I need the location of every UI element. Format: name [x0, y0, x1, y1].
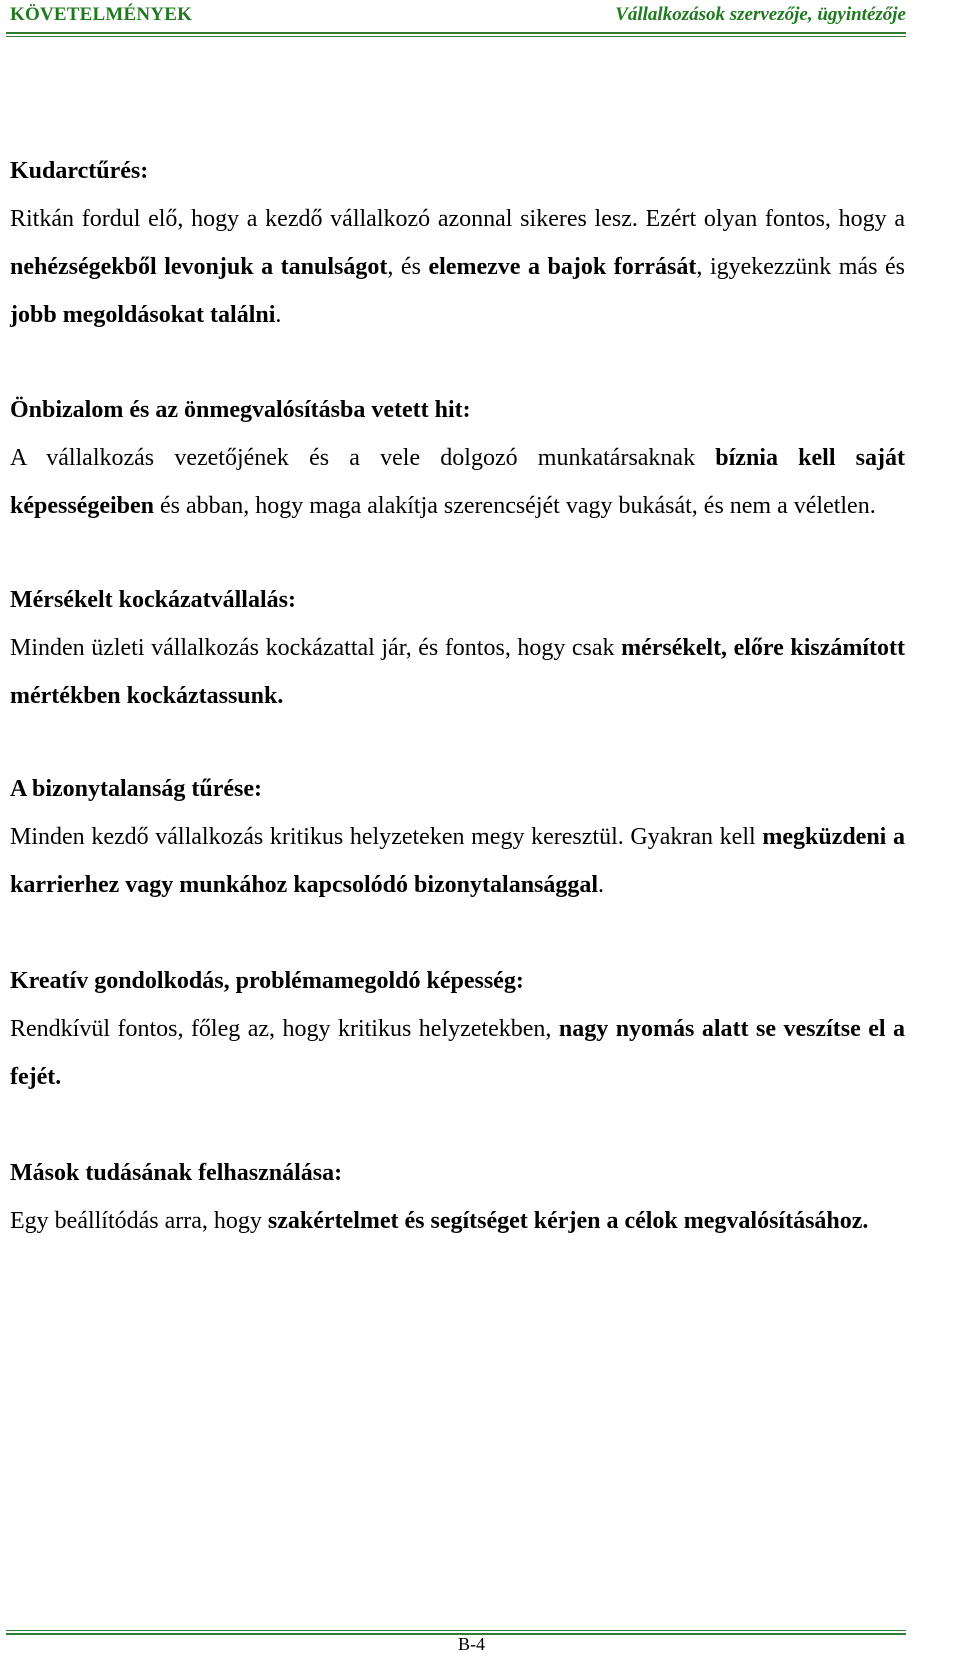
section-body: [10, 434, 905, 530]
emphasized-text: bíznia kell saját képességeiben: [10, 445, 905, 519]
section-kockazatvallalas: [10, 576, 905, 720]
section-kudarcturés: [10, 147, 905, 339]
body-text: , és: [387, 254, 429, 280]
body-text: Rendkívül fontos, főleg az, hogy kritikus helyzetekben,: [10, 1016, 559, 1042]
section-title: Kreatív gondolkodás, problémamegoldó képesség:: [10, 968, 524, 994]
section-onbizalom: [10, 386, 905, 530]
section-body: [10, 1005, 905, 1101]
section-body: [10, 1197, 905, 1245]
section-title: Önbizalom és az önmegvalósításba vetett hit:: [10, 397, 471, 423]
section-kreativ-gondolkodas: [10, 957, 905, 1101]
section-title: Mérsékelt kockázatvállalás:: [10, 587, 296, 613]
section-title: Mások tudásának felhasználása:: [10, 1160, 343, 1186]
emphasized-text: jobb megoldásokat találni: [10, 302, 276, 328]
body-text: és abban, hogy maga alakítja szerencséjét vagy bukását, és nem a véletlen.: [154, 493, 876, 519]
header-divider-thin: [6, 36, 906, 37]
header-chapter-title: KÖVETELMÉNYEK: [10, 4, 193, 25]
body-text: Egy beállítódás arra, hogy: [10, 1208, 268, 1234]
footer-divider-thin: [6, 1630, 906, 1631]
body-text: , igyekezzünk más és: [696, 254, 905, 280]
section-bizonytalansag-turese: [10, 765, 905, 909]
emphasized-text: nehézségekből levonjuk a tanulságot: [10, 254, 388, 280]
page-content: [10, 147, 905, 1245]
section-body: [10, 624, 905, 720]
emphasized-text: nagy nyomás alatt se veszítse el a fejét.: [10, 1016, 906, 1090]
page-number: B-4: [458, 1634, 485, 1654]
emphasized-text: elemezve a bajok forrását: [428, 254, 697, 280]
page-header: [10, 4, 906, 30]
emphasized-text: megküzdeni a karrierhez vagy munkához kapcsolódó bizonytalansággal: [10, 824, 905, 898]
body-text: Ritkán fordul elő, hogy a kezdő vállalkozó azonnal sikeres lesz. Ezért olyan fontos, hogy a: [10, 206, 905, 232]
body-text: .: [275, 302, 282, 328]
emphasized-text: szakértelmet és segítséget kérjen a célok megvalósításához.: [267, 1208, 869, 1234]
body-text: Minden kezdő vállalkozás kritikus helyzeteken megy keresztül. Gyakran kell: [10, 824, 763, 850]
emphasized-text: mérsékelt, előre kiszámított mértékben kockáztassunk.: [10, 635, 905, 709]
section-body: [10, 195, 905, 339]
body-text: A vállalkozás vezetőjének és a vele dolgozó munkatársaknak: [10, 445, 716, 471]
section-masok-tudasa: [10, 1149, 905, 1245]
header-document-title: Vállalkozások szervezője, ügyintézője: [615, 4, 906, 25]
section-title: Kudarctűrés:: [10, 158, 149, 184]
section-title: A bizonytalanság tűrése:: [10, 776, 262, 802]
body-text: .: [598, 872, 605, 898]
body-text: Minden üzleti vállalkozás kockázattal jár, és fontos, hogy csak: [10, 635, 622, 661]
section-body: [10, 813, 905, 909]
header-divider: [6, 32, 906, 34]
